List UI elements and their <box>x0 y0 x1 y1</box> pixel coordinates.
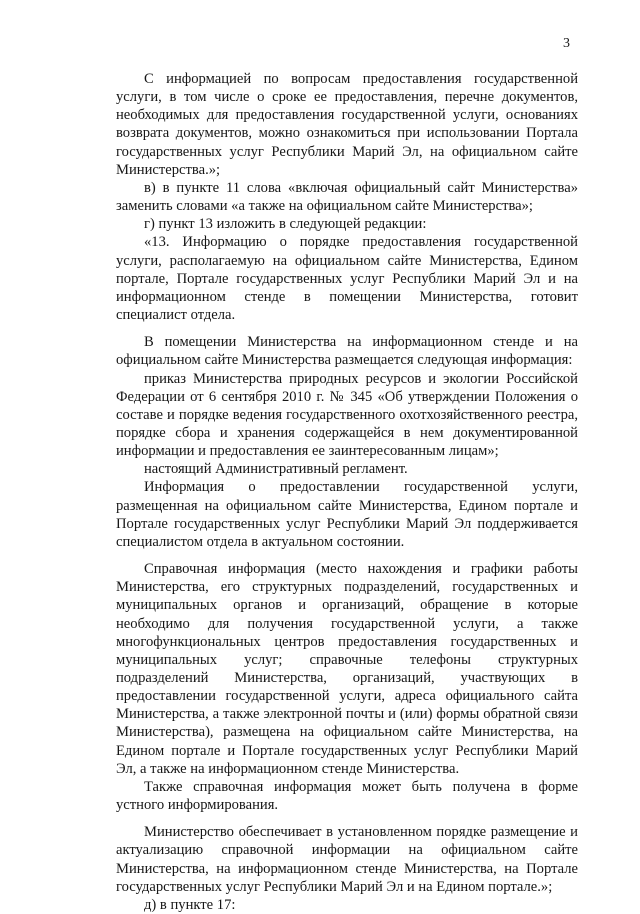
paragraph-item-d: д) в пункте 17: <box>144 896 236 913</box>
paragraph-oral-info: Также справочная информация может быть получена в форме устного информирования. <box>116 778 578 814</box>
paragraph-reference-info: Справочная информация (место нахождения и графики работы Министерства, его структурных подразделений, государственных и муниципальных органов и организаций, обращение в которые необходимо для получения государственной услуги, а также многофункциональных центров предоставления государственных и муниципальных услуг; справочные телефоны структурных подразделений Министерства, организаций, участвующих в предоставлении государственной услуги, адреса официального сайта Министерства, а также электронной почты и (или) формы обратной связи Министерства), размещена на официальном сайте Министерства, на Едином портале и Портале государственных услуг Республики Марий Эл, а также на информационном стенде Министерства. <box>116 561 578 777</box>
paragraph-stand-info: В помещении Министерства на информационном стенде и на официальном сайте Министерства размещается следующая информация: <box>116 334 578 369</box>
paragraph-order-345: приказ Министерства природных ресурсов и экологии Российской Федерации от 6 сентября 2010 г. № 345 «Об утверждении Положения о составе и порядке ведения государственного охотхозяйственного реестра, порядке сбора и хранения содержащейся в нем документированной информации и предоставления ее заинтересованным лицам»; <box>116 370 578 460</box>
paragraph-point-13: «13. Информацию о порядке предоставления государственной услуги, располагаемую на официальном сайте Министерства, Едином портале, Портале государственных услуг Республики Марий Эл и на информационном стенде в помещении Министерства, готовит специалист отдела. <box>116 234 578 324</box>
paragraph-regulation: настоящий Административный регламент. <box>144 461 408 478</box>
paragraph-info-access: С информацией по вопросам предоставления государственной услуги, в том числе о сроке ее предоставления, перечне документов, необходимых для предоставления государственной услуги, основаниях возврата документов, можно ознакомиться при использовании Портала государственных услуг Республики Марий Эл, на официальном сайте Министерства.»; <box>116 71 578 178</box>
page-number: 3 <box>563 36 570 51</box>
paragraph-item-g: г) пункт 13 изложить в следующей редакции: <box>144 216 427 233</box>
paragraph-ministry-ensures: Министерство обеспечивает в установленном порядке размещение и актуализацию справочной информации на официальном сайте Министерства, на информационном стенде Министерства, на Портале государственных услуг Республики Марий Эл и на Едином портале.»; <box>116 824 578 895</box>
paragraph-item-v: в) в пункте 11 слова «включая официальный сайт Министерства» заменить словами «а также на официальном сайте Министерства»; <box>116 179 578 215</box>
paragraph-info-maintained: Информация о предоставлении государственной услуги, размещенная на официальном сайте Министерства, Едином портале и Портале государственных услуг Республики Марий Эл поддерживается специалистом отдела в актуальном состоянии. <box>116 479 578 550</box>
document-body <box>116 70 578 914</box>
